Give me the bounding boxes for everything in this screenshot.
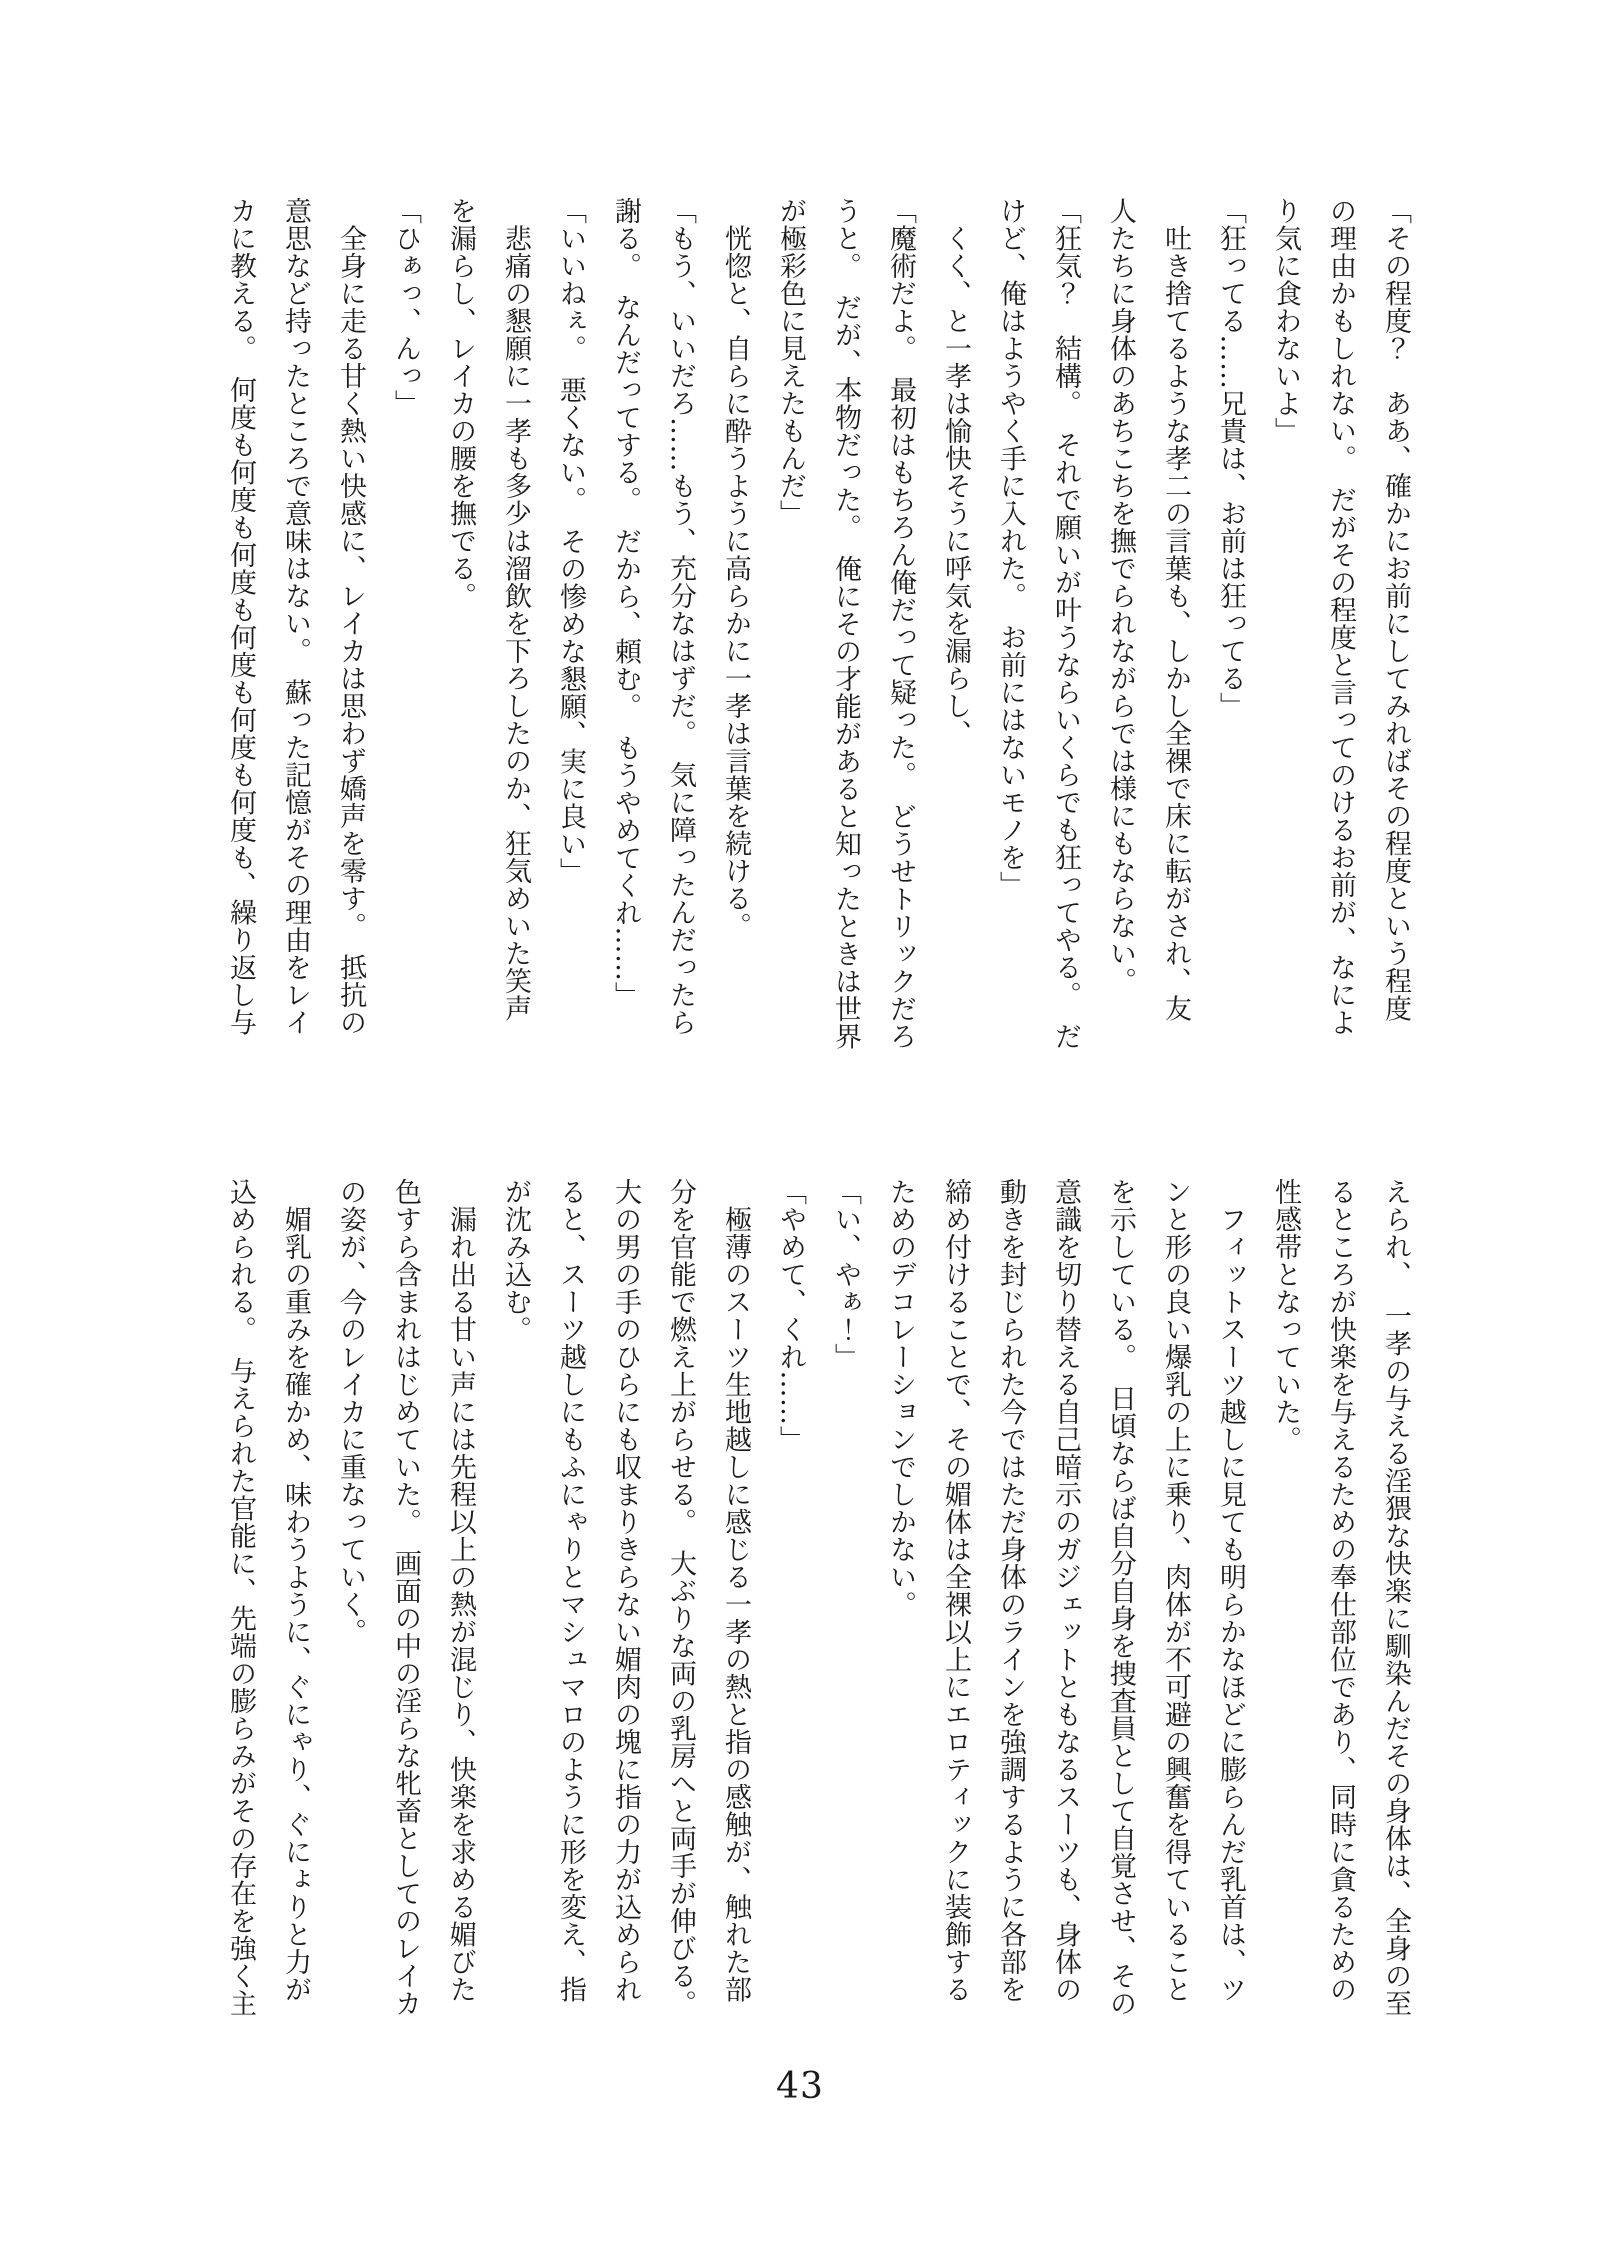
text-column: 吐き捨てるような孝二の言葉も、しかし全裸で床に転がされ、友 <box>1160 197 1191 1022</box>
text-column: 意識を切り替える自己暗示のガジェットともなるスーツも、身体の <box>1050 1178 1081 2003</box>
text-column: フィットスーツ越しに見ても明らかなほどに膨らんだ乳首は、ツ <box>1215 1178 1246 2003</box>
text-block-bottom <box>211 1178 1423 2050</box>
text-column: 意思など持ったところで意味はない。 蘇った記憶がその理由をレイ <box>280 197 311 1036</box>
text-column: が極彩色に見えたもんだ」 <box>775 197 806 527</box>
text-column: 「もう、いいだろ……もう、充分なはずだ。 気に障ったんだったら <box>665 197 696 1036</box>
text-column: 色すら含まれはじめていた。 画面の中の淫らな牝畜としてのレイカ <box>390 1178 421 2017</box>
text-column: 「いいねぇ。 悪くない。 その惨めな懇願、実に良い」 <box>555 197 586 885</box>
text-column: 「やめて、くれ……」 <box>775 1178 806 1453</box>
text-column: 込められる。 与えられた官能に、先端の膨らみがその存在を強く主 <box>225 1178 256 2017</box>
text-column: えられ、 一孝の与える淫猥な快楽に馴染んだその身体は、全身の至 <box>1380 1178 1411 2017</box>
text-column: 恍惚と、自らに酔うように高らかに一孝は言葉を続ける。 <box>720 197 751 940</box>
text-column: 全身に走る甘く熱い快感に、レイカは思わず嬌声を零す。 抵抗の <box>335 197 366 1036</box>
text-column: 謝る。 なんだってする。 だから、頼む。 もうやめてくれ……」 <box>610 197 641 1009</box>
text-column: 「ひぁっ、んっ」 <box>390 197 421 417</box>
text-column: 極薄のスーツ生地越しに感じる一孝の熱と指の感触が、触れた部 <box>720 1178 751 2003</box>
text-column: 人たちに身体のあちこちを撫でられながらでは様にもならない。 <box>1105 197 1136 995</box>
text-column: を示している。 日頃ならば自分自身を捜査員として自覚させ、その <box>1105 1178 1136 2017</box>
text-column: くく、と一孝は愉快そうに呼気を漏らし、 <box>940 197 971 747</box>
text-column: 悲痛の懇願に一孝も多少は溜飲を下ろしたのか、狂気めいた笑声 <box>500 197 531 1022</box>
text-column: 動きを封じられた今ではただ身体のラインを強調するように各部を <box>995 1178 1026 2003</box>
text-column: の理由かもしれない。 だがその程度と言ってのけるお前が、なによ <box>1325 197 1356 1036</box>
text-column: ンと形の良い爆乳の上に乗り、肉体が不可避の興奮を得ていること <box>1160 1178 1191 2003</box>
text-column: 「狂ってる……兄貴は、お前は狂ってる」 <box>1215 197 1246 720</box>
text-column: ためのデコレーションでしかない。 <box>885 1178 916 1618</box>
text-column: 締め付けることで、その媚体は全裸以上にエロティックに装飾する <box>940 1178 971 2003</box>
text-column: を漏らし、レイカの腰を撫でる。 <box>445 197 476 610</box>
text-column: 「その程度？ ああ、確かにお前にしてみればその程度という程度 <box>1380 197 1411 1022</box>
text-column: の姿が、今のレイカに重なっていく。 <box>335 1178 366 1646</box>
page-number: 43 <box>776 2066 824 2107</box>
text-block-top <box>211 197 1423 1069</box>
text-column: けど、俺はようやく手に入れた。 お前にはないモノを」 <box>995 197 1026 899</box>
text-column: 「い、やぁ！」 <box>830 1178 861 1371</box>
text-column: 媚乳の重みを確かめ、味わうように、ぐにゃり、ぐにょりと力が <box>280 1178 311 2003</box>
text-column: 性感帯となっていた。 <box>1270 1178 1301 1453</box>
text-column: カに教える。 何度も何度も何度も何度も何度も何度も、繰り返し与 <box>225 197 256 1036</box>
text-column: 漏れ出る甘い声には先程以上の熱が混じり、快楽を求める媚びた <box>445 1178 476 2003</box>
text-column: が沈み込む。 <box>500 1178 531 1343</box>
text-column: ると、スーツ越しにもふにゃりとマシュマロのように形を変え、指 <box>555 1178 586 2003</box>
text-column: うと。 だが、本物だった。 俺にその才能があると知ったときは世界 <box>830 197 861 1050</box>
text-column: 大の男の手のひらにも収まりきらない媚肉の塊に指の力が込められ <box>610 1178 641 2003</box>
text-column: 「魔術だよ。 最初はもちろん俺だって疑った。 どうせトリックだろ <box>885 197 916 1050</box>
text-column: り気に食わないよ」 <box>1270 197 1301 445</box>
text-column: 分を官能で燃え上がらせる。 大ぶりな両の乳房へと両手が伸びる。 <box>665 1178 696 2017</box>
text-column: るところが快楽を与えるための奉仕部位であり、同時に貪るための <box>1325 1178 1356 2003</box>
text-column: 「狂気？ 結構。 それで願いが叶うならいくらでも狂ってやる。 だ <box>1050 197 1081 1050</box>
